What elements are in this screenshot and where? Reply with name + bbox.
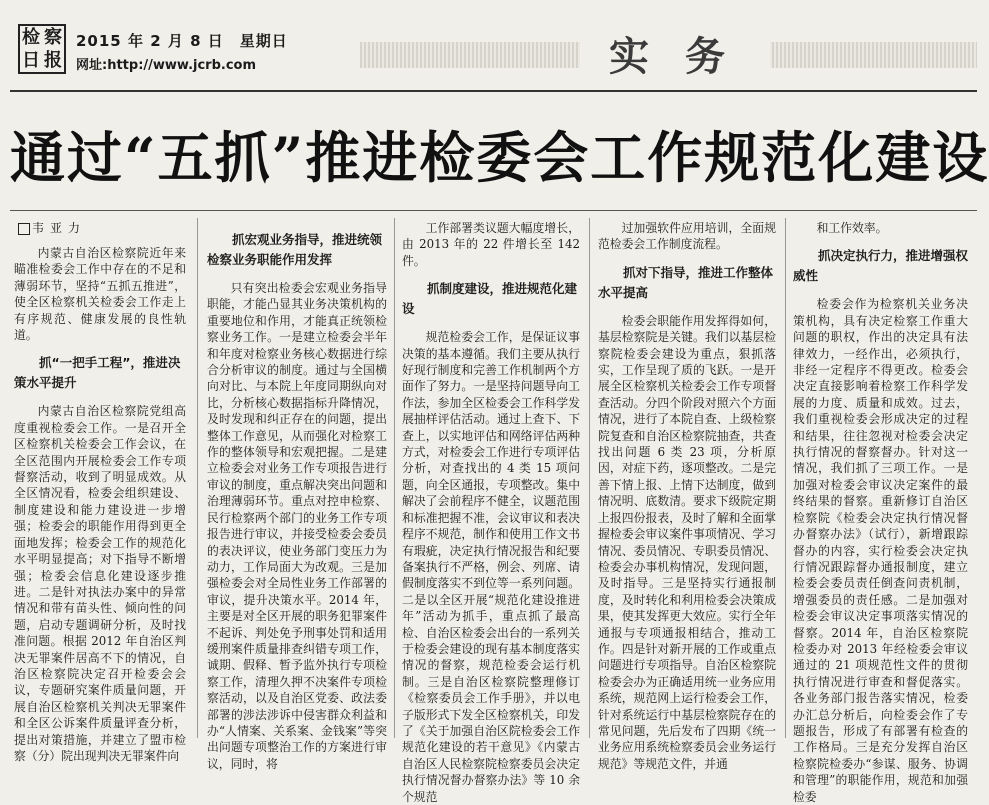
column-divider bbox=[394, 218, 395, 738]
paragraph: 工作部署类议题大幅度增长，由 2013 年的 22 件增长至 142 件。 bbox=[402, 221, 580, 268]
section-heading: 抓制度建设，推进规范化建设 bbox=[402, 281, 578, 317]
paragraph: 过加强软件应用培训，全面规范检委会工作制度流程。 bbox=[598, 221, 776, 252]
column-divider bbox=[589, 218, 590, 738]
top-rule bbox=[10, 90, 977, 92]
website-url: 网址:http://www.jcrb.com bbox=[76, 58, 257, 73]
logo-char: 日 bbox=[22, 49, 40, 71]
article-column-2 bbox=[207, 220, 387, 771]
column-divider bbox=[197, 218, 198, 738]
section-heading: 抓对下指导，推进工作整体水平提高 bbox=[598, 264, 774, 300]
article-column-3 bbox=[402, 220, 580, 804]
article-column-5 bbox=[793, 220, 969, 804]
logo-char: 报 bbox=[44, 49, 62, 71]
paragraph: 检委会职能作用发挥得如何，基层检察院是关键。我们以基层检察院检委会建设为重点，狠抓落实，工作呈现了质的飞跃。一是开展全区检察机关检委会工作专项督查活动。分四个阶段对照六个方面情况，进行了本院自查、上级检察院复查和自治区检察院抽查，共查找出问题 6 类 23 项，分析原因，对症下药，逐项整改。二是完善下情上报、上情下达制度，做到情况明、底数清。要求下级院定期上报四份报表，及时了解和全面掌握检委会审议案件事项情况、学习情况、委员情况、专职委员情况、检委会办事机构情况，发现问题，及时指导。三是坚持实行通报制度，及时转化和利用检委会决策成果，使其发挥更大效应。实行全年通报与专项通报相结合，推动工作。四是针对新开展的工作或重点问题进行专项指导。自治区检察院检委会办为正确适用统一业务应用系统，规范网上运行检委会工作，针对系统运行中基层检察院存在的常见问题，先后发布了四期《统一业务应用系统检察委员会业务运行规范》等规范文件，并通 bbox=[598, 313, 776, 771]
section-title: 实务 bbox=[580, 30, 770, 84]
paragraph: 内蒙古自治区检察院党组高度重视检委会工作。一是召开全区检察机关检委会工作会议，在全区范围内开展检委会工作专项督察活动，收到了明显成效。从全区情况看，检委会组织建设、制度建设和能力建设进一步增强；检委会的职能作用得到更全面地发挥；检委会工作的规范化水平明显提高；对下指导不断增强；检委会信息化建设逐步推进。二是针对执法办案中的异常情况和带有苗头性、倾向性的问题，启动专题调研分析，及时找准问题。根据 2012 年自治区判决无罪案件居高不下的情况，自治区检察院决定召开检委会会议，专题研究案件质量问题，开展自治区检察机关判决无罪案件和全区公诉案件质量评查分析，提出对策措施，并建立了盟市检察（分）院出现判决无罪案件向 bbox=[14, 404, 186, 763]
headline-rule bbox=[10, 210, 977, 211]
paragraph: 内蒙古自治区检察院近年来瞄准检委会工作中存在的不足和薄弱环节，坚持“五抓五推进”，使全区检察机关检委会工作走上有序规范、健康发展的良性轨道。 bbox=[14, 246, 186, 343]
paragraph: 只有突出检委会宏观业务指导职能，才能凸显其业务决策机构的重要地位和作用，才能真正统领检察业务工作。一是建立检委会半年和年度对检察业务核心数据进行综合分析审议的制度。通过与全国横向对比、与本院上年度同期纵向对比，分析核心数据指标升降情况，及时发现和纠正存在的问题，提出整体工作意见，从而强化对检察工作的整体领导和宏观把握。二是建立检委会对业务工作专项报告进行审议的制度，重点解决突出问题和治理薄弱环节。重点对控申检察、民行检察两个部门的业务工作专项报告进行审议，并接受检委会委员的表决评议，使业务部门变压力为动力，工作局面大为改观。三是加强检委会对全局性业务工作部署的审议，提升决策水平。2014 年，主要是对全区开展的职务犯罪案件不起诉、判处免予刑事处罚和适用缓刑案件质量排查纠错专项工作，诚期、假释、暂予监外执行专项检察工作，清理久押不决案件专项检察活动，以及自治区党委、政法委部署的涉法涉诉中侵害群众利益和办“人情案、关系案、金钱案”等突出问题专项整治工作的方案进行审议，同时，将 bbox=[207, 281, 387, 771]
article-headline: 通过“五抓”推进检委会工作规范化建设 bbox=[10, 125, 989, 190]
byline-marker bbox=[18, 223, 30, 235]
logo-char: 察 bbox=[44, 26, 62, 48]
logo-char: 检 bbox=[22, 26, 40, 48]
newspaper-logo bbox=[18, 24, 66, 74]
article-column-1 bbox=[14, 245, 186, 763]
paragraph: 检委会作为检察机关业务决策机构，具有决定检察工作重大问题的职权，作出的决定具有法律效力，一经作出，必须执行，非经一定程序不得更改。检委会决定直接影响着检察工作科学发展的力度、质量和成效。过去，我们重视检委会形成决定的过程和结果，往往忽视对检委会决定执行情况的督察督办。针对这一情况，我们抓了三项工作。一是加强对检委会审议决定案件的最终结果的督察。重新修订自治区检察院《检委会决定执行情况督办督察办法》（试行），新增跟踪督办的内容，实行检委会决定执行情况跟踪督办通报制度，建立检委会委员责任倒查问责机制，增强委员的责任感。二是加强对检委会审议决定事项落实情况的督察。2014 年，自治区检察院检委办对 2013 年经检委会审议通过的 21 项规范性文件的贯彻执行情况进行审查和督促落实。各业务部门报告落实情况，检委办汇总分析后，向检委会作了专题报告，形成了有部署有检查的工作格局。三是充分发挥自治区检察院检委办“参谋、服务、协调和管理”的职能作用，规范和加强检委 bbox=[793, 297, 968, 804]
paragraph: 和工作效率。 bbox=[816, 221, 888, 235]
masthead bbox=[0, 0, 977, 90]
article-column-4 bbox=[598, 220, 776, 771]
column-divider bbox=[785, 218, 786, 738]
paragraph: 规范检委会工作，是保证议事决策的基本遵循。我们主要从执行好现行制度和完善工作机制两个方面作了努力。一是坚持问题导向工作法，参加全区检委会工作科学发展抽样评估活动。通过上查下、下查上，以实地评估和网络评估两种方式，对检委会工作进行专项评估分析，对查找出的 4 类 15 项问题，向全区通报，专项整改。集中解决了会前程序不健全，议题范围和标准把握不准，会议审议和表决程序不规范，制作和使用工作文书有瑕疵，决定执行情况报告和纪要备案执行不严格，例会、列席、请假制度落实不到位等一系列问题。二是以全区开展“规范化建设推进年”活动为抓手，重点抓了最高检、自治区检委会出台的一系列关于检委会建设的现有基本制度落实情况的督察，规范检委会运行机制。三是自治区检察院整理修订《检察委员会工作手册》，并以电子版形式下发全区检察机关，印发了《关于加强自治区院检委会工作规范化建设的若干意见》《内蒙古自治区人民检察院检察委员会决定执行情况督办督察办法》等 10 余个规范 bbox=[402, 330, 580, 804]
issue-date: 2015 年 2 月 8 日 星期日 bbox=[76, 32, 288, 50]
section-heading: 抓决定执行力，推进增强权威性 bbox=[793, 248, 969, 284]
section-heading: 抓宏观业务指导，推进统领检察业务职能作用发挥 bbox=[207, 232, 383, 267]
section-heading: 抓“一把手工程”，推进决策水平提升 bbox=[14, 355, 181, 391]
byline: 韦亚力 bbox=[32, 221, 87, 235]
